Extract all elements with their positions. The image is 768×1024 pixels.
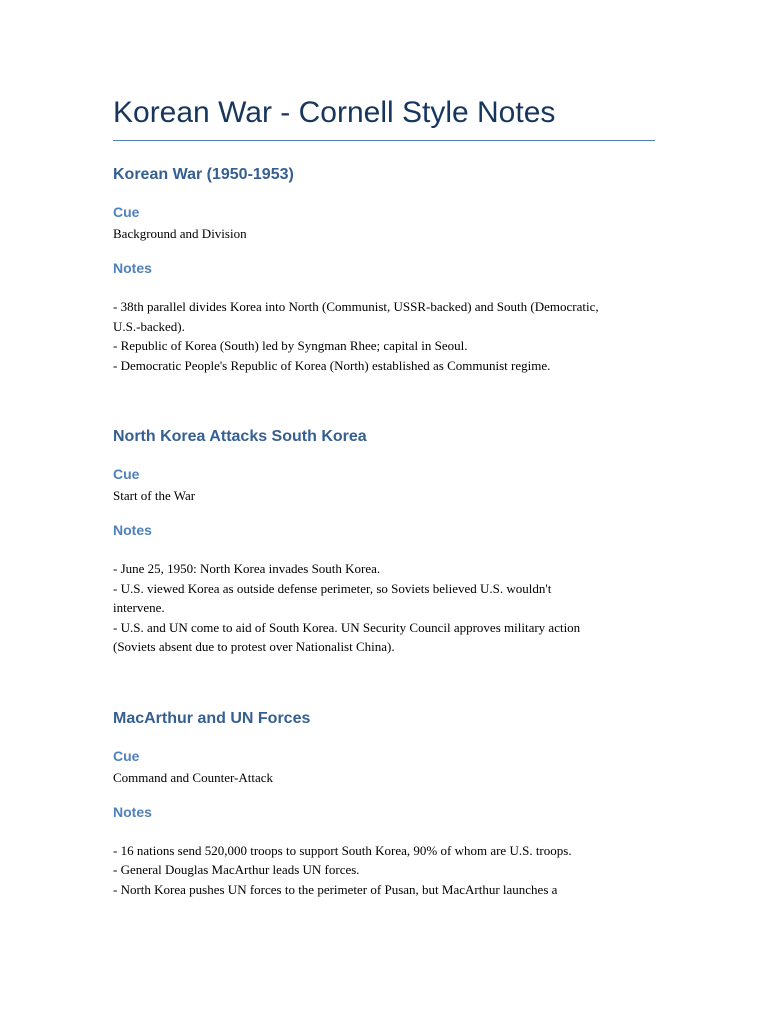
notes-heading: Notes: [113, 522, 152, 538]
note-line: - 38th parallel divides Korea into North (Communist, USSR-backed) and South (Democratic,: [113, 299, 599, 314]
cue-heading: Cue: [113, 204, 140, 220]
section-macarthur-un-forces: [113, 709, 768, 900]
note-line: - General Douglas MacArthur leads UN forces.: [113, 862, 360, 877]
document-title: Korean War - Cornell Style Notes: [113, 94, 655, 141]
notes-body: [113, 297, 658, 375]
cue-heading: Cue: [113, 747, 140, 764]
note-line: - 16 nations send 520,000 troops to support South Korea, 90% of whom are U.S. troops.: [113, 842, 572, 858]
section-heading: North Korea Attacks South Korea: [113, 428, 367, 445]
note-line: - North Korea pushes UN forces to the perimeter of Pusan, but MacArthur launches a: [113, 881, 558, 897]
cue-text: Start of the War: [113, 488, 196, 503]
section-heading: Korean War (1950-1953): [113, 166, 294, 183]
note-line: - June 25, 1950: North Korea invades South Korea.: [113, 561, 381, 576]
notes-heading: Notes: [113, 260, 152, 276]
note-line: - U.S. and UN come to aid of South Korea. UN Security Council approves military action: [113, 619, 581, 635]
cue-text: Command and Counter-Attack: [113, 769, 274, 785]
note-line: - Republic of Korea (South) led by Syngman Rhee; capital in Seoul.: [113, 338, 468, 353]
note-line: (Soviets absent due to protest over Nationalist China).: [113, 639, 395, 654]
section-north-korea-attacks: [113, 427, 768, 657]
section-korean-war: [113, 165, 768, 375]
note-line: U.S.-backed).: [113, 318, 185, 334]
cue-heading: Cue: [113, 466, 140, 482]
note-line: intervene.: [113, 600, 165, 615]
note-line: - Democratic People's Republic of Korea (North) established as Communist regime.: [113, 357, 551, 373]
section-heading: MacArthur and UN Forces: [113, 709, 311, 727]
cue-text: Background and Division: [113, 226, 247, 241]
notes-body: [113, 559, 658, 657]
notes-heading: Notes: [113, 803, 152, 820]
notes-body: [113, 841, 658, 900]
note-line: - U.S. viewed Korea as outside defense perimeter, so Soviets believed U.S. wouldn't: [113, 580, 552, 596]
